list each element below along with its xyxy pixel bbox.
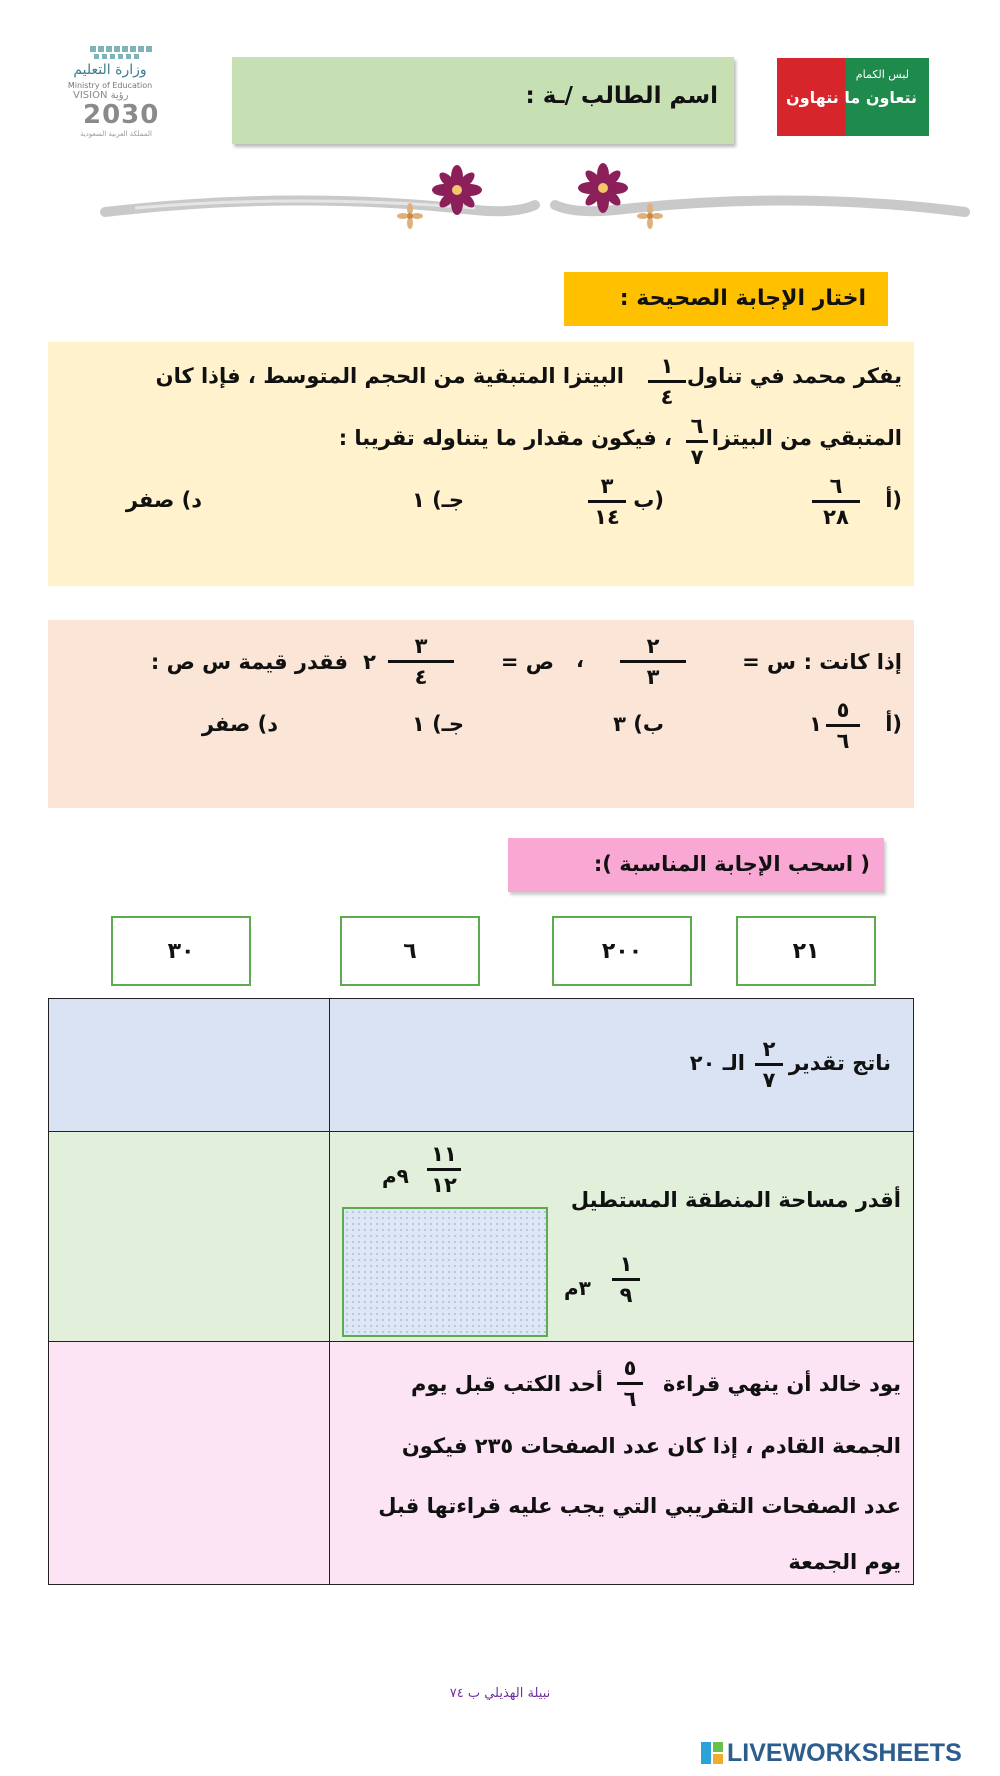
q2-p-whole: ٢ xyxy=(363,650,376,674)
liveworksheets-logo-icon xyxy=(700,1741,724,1765)
ministry-logo xyxy=(55,40,165,140)
vision-text: VISION رؤية xyxy=(73,90,129,101)
student-name-box[interactable] xyxy=(232,57,734,144)
row3-fraction: ٥ ٦ xyxy=(617,1356,643,1411)
q1-line1-end: البيتزا المتبقية من الحجم المتوسط ، فإذا كان xyxy=(155,364,624,388)
section2-instruction: ( اسحب الإجابة المناسبة ): xyxy=(508,838,884,892)
q1-line2-start: المتبقي من البيتزا xyxy=(711,426,902,450)
brand-text: LIVEWORKSHEETS xyxy=(727,1738,962,1767)
q2-option-b[interactable]: ب) ٣ xyxy=(613,712,664,736)
q2-p-label: ص = xyxy=(500,650,554,674)
question1-card xyxy=(48,342,914,586)
student-name-label: اسم الطالب /ـة : xyxy=(525,83,718,109)
q1-option-b-fraction: ٣ ١٤ xyxy=(588,474,626,529)
section1-instruction: اختار الإجابة الصحيحة : xyxy=(564,272,888,326)
campaign-sub: لبس الكمام xyxy=(855,68,909,81)
drag-option-30[interactable]: ٣٠ xyxy=(111,916,251,986)
row2-top-fraction: ١١ ١٢ xyxy=(427,1142,461,1197)
q2-s-fraction: ٢ ٣ xyxy=(620,634,686,689)
flower-divider xyxy=(95,150,975,240)
drag-option-6[interactable]: ٦ xyxy=(340,916,480,986)
q1-option-b-label: ب) xyxy=(633,488,664,512)
q2-option-a-fraction: ٥ ٦ xyxy=(826,698,860,753)
rectangle-shape xyxy=(342,1207,548,1337)
q2-tail: فقدر قيمة س ص : xyxy=(150,650,348,674)
q1-option-a[interactable] xyxy=(792,472,902,542)
drop-zone-3[interactable] xyxy=(48,1341,330,1585)
q1-option-b[interactable] xyxy=(554,472,664,542)
q1-line1-start: يفكر محمد في تناول xyxy=(686,364,902,388)
drag-option-200[interactable]: ٢٠٠ xyxy=(552,916,692,986)
q2-option-a-label: أ) xyxy=(885,712,902,736)
q1-option-a-label: أ) xyxy=(885,488,902,512)
drop-zone-1[interactable] xyxy=(48,998,330,1132)
row2-top-unit: ٩م xyxy=(382,1164,409,1188)
q2-p-fraction: ٣ ٤ xyxy=(388,634,454,689)
q1-fraction2: ٦ ٧ xyxy=(686,414,708,469)
campaign-text: نتعاون ما نتهاون xyxy=(786,88,917,107)
author-credit: نبيلة الهذيلي ب ٧٤ xyxy=(449,1686,551,1701)
q1-option-c[interactable]: جـ) ١ xyxy=(411,488,464,512)
table-row-3-question: يود خالد أن ينهي قراءة ٥ ٦ أحد الكتب قبل يوم الجمعة القادم ، إذا كان عدد الصفحات ٢٣٥ فيكون عدد الصفحات التقريبي التي يجب عليه قراءتها قبل يوم الجمعة xyxy=(329,1341,914,1585)
q1-line2-end: ، فيكون مقدار ما يتناوله تقريبا : xyxy=(338,426,672,450)
row1-fraction: ٢ ٧ xyxy=(755,1037,783,1092)
q1-fraction1: ١ ٤ xyxy=(648,354,686,409)
q2-option-d[interactable]: د) صفر xyxy=(201,712,278,736)
vision-year: 2030 xyxy=(83,100,160,130)
table-row-1-question: ناتج تقدير ٢ ٧ الـ ٢٠ xyxy=(329,998,914,1132)
kingdom-text: المملكة العربية السعودية xyxy=(80,130,152,138)
ministry-name-en: Ministry of Education xyxy=(67,81,153,90)
ministry-name-ar: وزارة التعليم xyxy=(73,62,147,78)
table-row-2-question: أقدر مساحة المنطقة المستطيل ١١ ١٢ ٩م ١ ٩ ٣م xyxy=(329,1131,914,1342)
q1-option-d[interactable]: د) صفر xyxy=(125,488,202,512)
q2-option-c[interactable]: جـ) ١ xyxy=(411,712,464,736)
ministry-logo-icon xyxy=(55,40,165,64)
q1-option-a-fraction: ٦ ٢٨ xyxy=(812,474,860,529)
q2-lead: إذا كانت : xyxy=(803,650,902,674)
question2-card xyxy=(48,620,914,808)
liveworksheets-brand[interactable] xyxy=(700,1738,962,1768)
drop-zone-2[interactable] xyxy=(48,1131,330,1342)
drag-option-21[interactable]: ٢١ xyxy=(736,916,876,986)
row2-side-fraction: ١ ٩ xyxy=(612,1252,640,1307)
q2-option-a-whole: ١ xyxy=(809,712,822,736)
q2-s-label: س = xyxy=(742,650,796,674)
q2-option-a[interactable] xyxy=(792,696,902,766)
q2-separator: ، xyxy=(576,648,584,672)
campaign-logo xyxy=(777,58,929,136)
row2-side-unit: ٣م xyxy=(564,1276,591,1300)
